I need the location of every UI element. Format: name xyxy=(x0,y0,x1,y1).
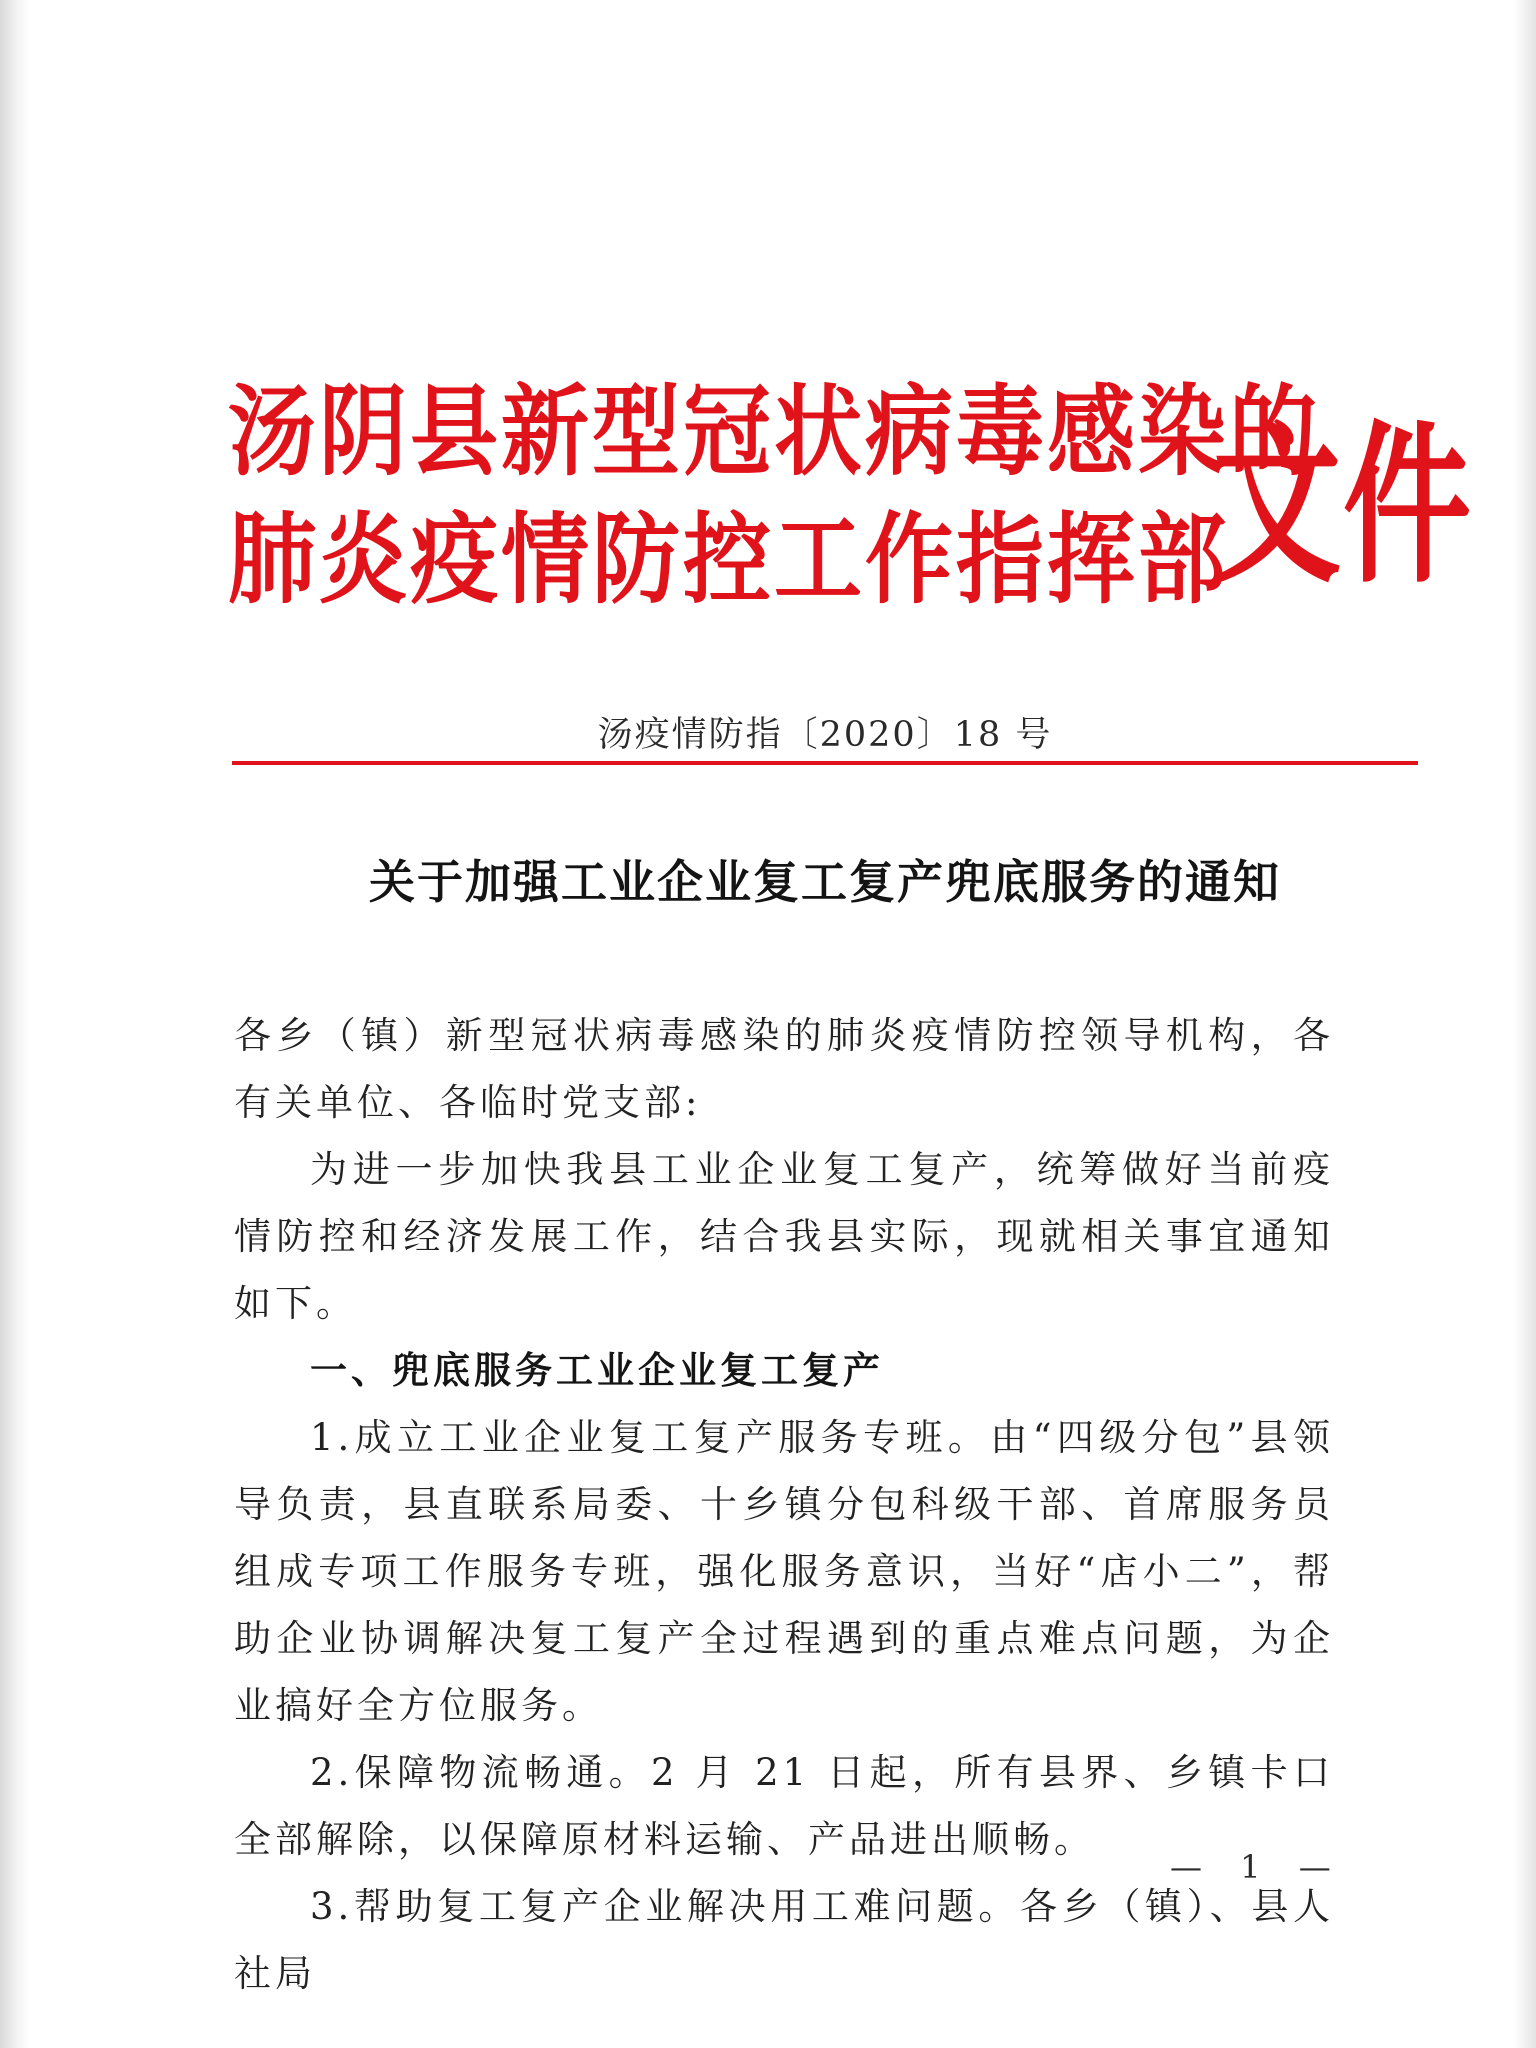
document-number: 汤疫情防指〔2020〕18 号 xyxy=(597,715,1053,755)
masthead-suffix: 文件 xyxy=(1213,405,1474,608)
page-number: — 1 — xyxy=(1170,1848,1345,1886)
salutation: 各乡（镇）新型冠状病毒感染的肺炎疫情防控领导机构，各有关单位、各临时党支部: xyxy=(234,1014,1334,1124)
document-body xyxy=(234,1002,1334,2007)
item-3-paragraph: 3.帮助复工复产企业解决用工难问题。各乡（镇）、县人社局 xyxy=(234,1885,1334,1995)
page-left-edge-shadow xyxy=(0,0,30,2048)
section-heading-1: 一、兜底服务工业企业复工复产 xyxy=(310,1349,884,1392)
item-2-paragraph: 2.保障物流畅通。2 月 21 日起，所有县界、乡镇卡口全部解除，以保障原材料运输、产品进出顺畅。 xyxy=(234,1751,1334,1861)
notice-title: 关于加强工业企业复工复产兜底服务的通知 xyxy=(369,855,1281,909)
intro-paragraph: 为进一步加快我县工业企业复工复产，统筹做好当前疫情防控和经济发展工作，结合我县实际，现就相关事宜通知如下。 xyxy=(234,1148,1334,1325)
masthead-line-1: 汤阴县新型冠状病毒感染的 xyxy=(228,372,1321,490)
item-1-paragraph: 1.成立工业企业复工复产服务专班。由“四级分包”县领导负责，县直联系局委、十乡镇分包科级干部、首席服务员组成专项工作服务专班，强化服务意识，当好“店小二”，帮助企业协调解决复工复产全过程遇到的重点难点问题，为企业搞好全方位服务。 xyxy=(234,1416,1334,1727)
masthead-line-2: 肺炎疫情防控工作指挥部 xyxy=(228,500,1230,618)
red-divider-line xyxy=(232,761,1418,765)
document-masthead xyxy=(228,372,1474,625)
page-right-edge-shadow xyxy=(1514,0,1536,2048)
